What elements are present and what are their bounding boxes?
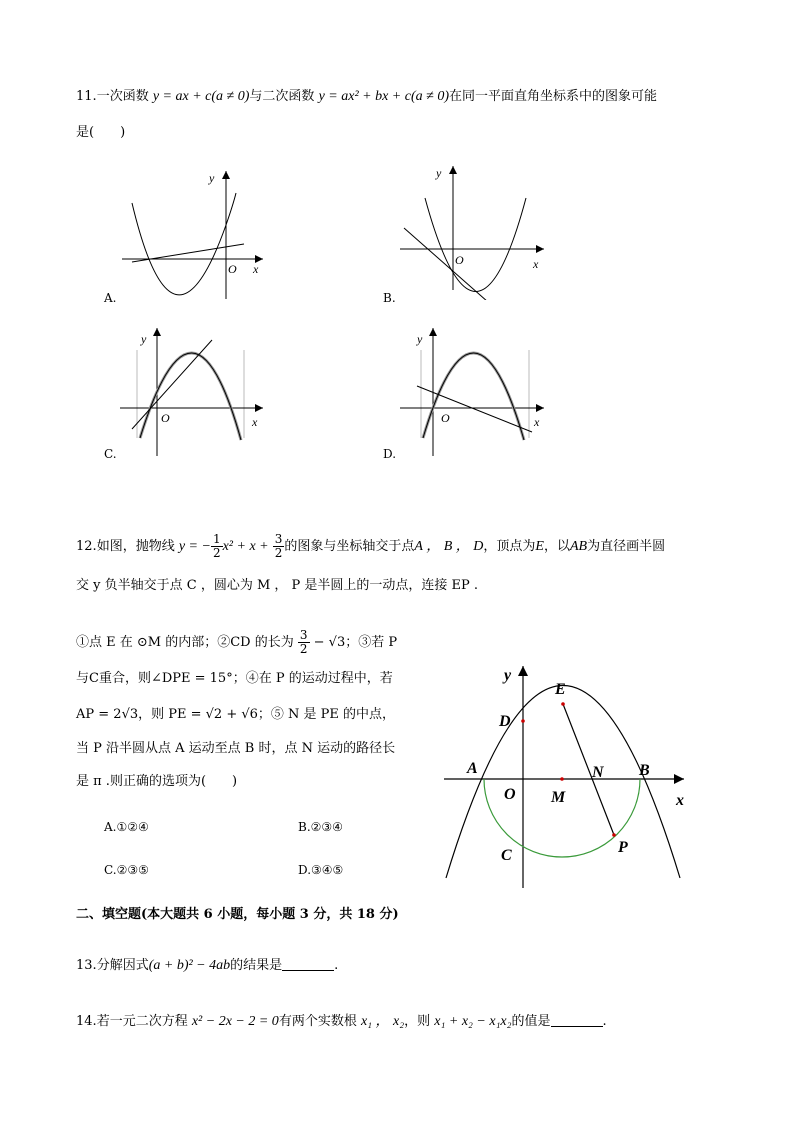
q11-option-d[interactable]: D. bbox=[383, 447, 397, 461]
graph-b-x: x bbox=[533, 257, 539, 271]
q11-graph-a bbox=[118, 165, 268, 305]
graph-c-y: y bbox=[141, 332, 147, 346]
q12-statement-3: AP = 2√3，则 PE = √2 + √6；⑤ N 是 PE 的中点， bbox=[76, 707, 396, 722]
section-2-title: 二、填空题(本大题共 6 小题，每小题 3 分，共 18 分) bbox=[76, 907, 399, 922]
graph-a-x: x bbox=[253, 262, 259, 276]
q12-statement-5: 是 π .则正确的选项为( ) bbox=[76, 774, 238, 789]
q13-stem: 13.分解因式(a + b)² − 4ab的结果是 . bbox=[76, 958, 339, 973]
q12-stem-line2: 交 y 负半轴交于点 C ，圆心为 M ， P 是半圆上的一动点，连接 EP . bbox=[76, 578, 479, 593]
q12-fraction-1: $\frac{1}{2}$ bbox=[212, 532, 221, 560]
q13-answer-blank[interactable] bbox=[282, 956, 334, 971]
fig-label-d: D bbox=[499, 713, 511, 730]
graph-c-x: x bbox=[252, 415, 258, 429]
q12-fraction-3: $\frac{3}{2}$ bbox=[299, 628, 308, 656]
graph-d-y: y bbox=[417, 332, 423, 346]
q11-option-c[interactable]: C. bbox=[104, 447, 117, 461]
q12-number: 12. bbox=[76, 539, 97, 554]
graph-b-y: y bbox=[436, 166, 442, 180]
q11-stem-line2: 是( ) bbox=[76, 125, 126, 140]
graph-d-x: x bbox=[534, 415, 540, 429]
graph-d-o: O bbox=[441, 411, 450, 425]
q13-number: 13. bbox=[76, 958, 97, 973]
fig-label-a: A bbox=[467, 760, 478, 777]
q11-stem-line1: 11.一次函数 y = ax + c(a ≠ 0)与二次函数 y = ax² + bx + c(a ≠ 0)在同一平面直角坐标系中的图象可能 bbox=[76, 89, 657, 104]
q12-fraction-2: $\frac{3}{2}$ bbox=[274, 532, 283, 560]
fig-label-m: M bbox=[551, 789, 566, 806]
q11-graph-d bbox=[398, 322, 550, 462]
q14-stem: 14.若一元二次方程 x² − 2x − 2 = 0有两个实数根 x₁ ， x₂，则 x₁ + x₂ − x₁x₂的值是 . bbox=[76, 1014, 607, 1029]
q11-quadratic-expr: y = ax² + bx + c bbox=[318, 89, 411, 104]
q12-statement-4: 当 P 沿半圆从点 A 运动至点 B 时，点 N 运动的路径长 bbox=[76, 741, 396, 756]
q12-option-a[interactable]: A.①②④ bbox=[104, 820, 149, 834]
q11-graph-c bbox=[118, 322, 268, 462]
q12-statement-1: ①点 E 在 ⊙M 的内部；②CD 的长为 $\frac{3}{2}$ − √3；③若 P bbox=[76, 628, 398, 656]
fig-label-e: E bbox=[555, 681, 566, 698]
graph-a-y: y bbox=[209, 171, 215, 185]
q12-option-c[interactable]: C.②③⑤ bbox=[104, 863, 149, 877]
q11-number: 11. bbox=[76, 89, 97, 104]
fig-label-c: C bbox=[501, 847, 512, 864]
graph-b-o: O bbox=[455, 253, 464, 267]
fig-label-b: B bbox=[639, 762, 650, 779]
graph-a-o: O bbox=[228, 262, 237, 276]
q11-graph-b bbox=[398, 160, 550, 300]
q12-option-b[interactable]: B.②③④ bbox=[298, 820, 343, 834]
q14-answer-blank[interactable] bbox=[551, 1012, 603, 1027]
q12-figure bbox=[438, 660, 694, 890]
graph-c-o: O bbox=[161, 411, 170, 425]
q12-stem-line1: 12.如图，抛物线 y = − $\frac{1}{2}$ x² + x + $\frac{3}{2}$ 的图象与坐标轴交于点A ， B ， D，顶点为E，以AB为直径画半圆 bbox=[76, 532, 666, 560]
fig-label-y: y bbox=[504, 667, 512, 684]
q12-option-d[interactable]: D.③④⑤ bbox=[298, 863, 344, 877]
q11-option-b[interactable]: B. bbox=[383, 291, 396, 305]
fig-label-n: N bbox=[592, 764, 604, 781]
q12-statement-2: 与C重合，则∠DPE = 15°；④在 P 的运动过程中，若 bbox=[76, 671, 393, 686]
fig-label-x: x bbox=[676, 792, 684, 809]
fig-label-p: P bbox=[618, 839, 628, 856]
q11-linear-expr: y = ax + c bbox=[152, 89, 212, 104]
q14-number: 14. bbox=[76, 1014, 97, 1029]
q11-option-a[interactable]: A. bbox=[104, 291, 117, 305]
fig-label-o: O bbox=[504, 786, 516, 803]
